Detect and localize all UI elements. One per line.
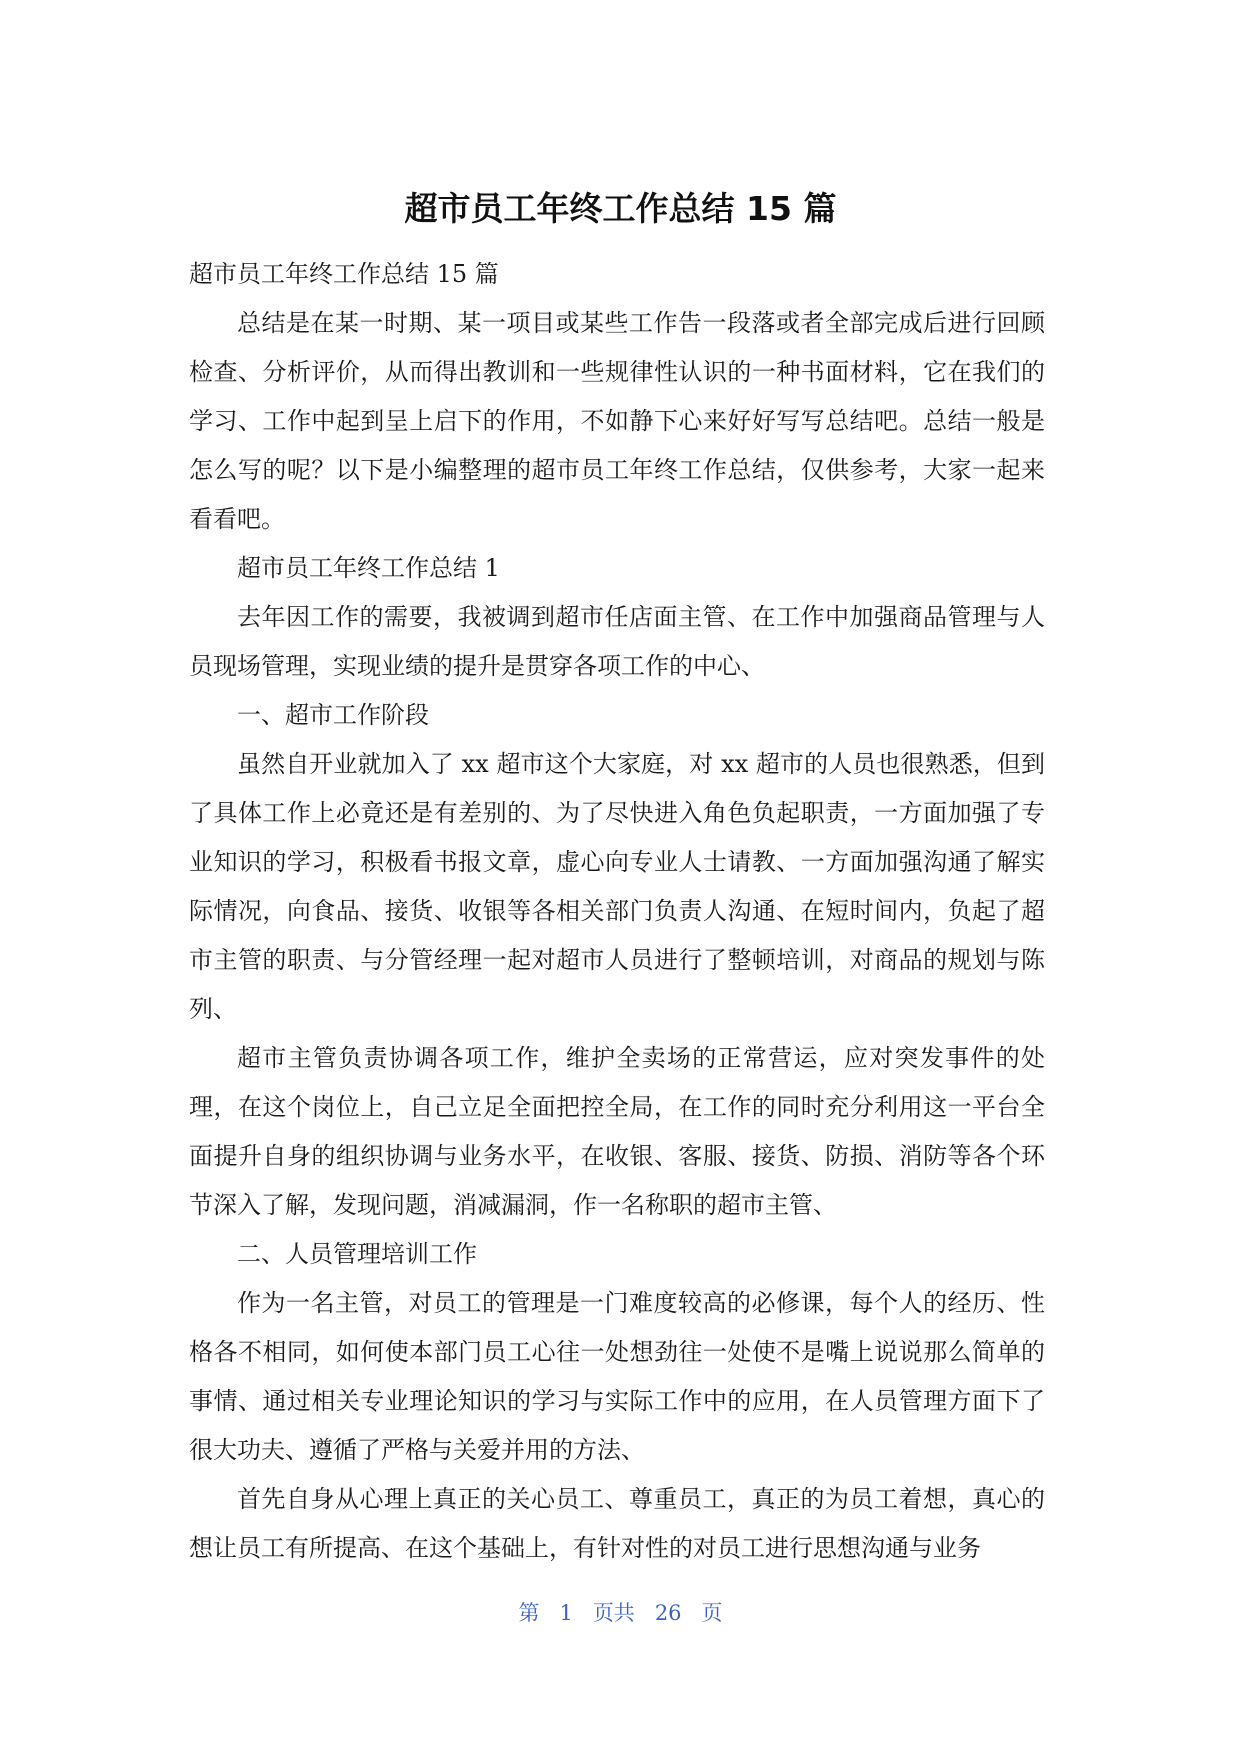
page-footer [0, 1598, 1241, 1628]
paragraph-intro: 总结是在某一时期、某一项目或某些工作告一段落或者全部完成后进行回顾检查、分析评价，从而得出教训和一些规律性认识的一种书面材料，它在我们的学习、工作中起到呈上启下的作用，不如静下心来好好写写总结吧。总结一般是怎么写的呢？以下是小编整理的超市员工年终工作总结，仅供参考，大家一起来看看吧。 [189, 309, 1045, 533]
footer-page-number: 1 [559, 1601, 573, 1625]
section-heading-stage: 一、超市工作阶段 [237, 701, 429, 729]
document-title: 超市员工年终工作总结 15 篇 [404, 189, 837, 228]
paragraph: 首先自身从心理上真正的关心员工、尊重员工，真正的为员工着想，真心的想让员工有所提高、在这个基础上，有针对性的对员工进行思想沟通与业务 [189, 1485, 1045, 1562]
section-heading-summary-1: 超市员工年终工作总结 1 [237, 554, 500, 582]
footer-suffix: 页 [701, 1601, 723, 1625]
paragraph: 虽然自开业就加入了 xx 超市这个大家庭，对 xx 超市的人员也很熟悉，但到了具体工作上必竟还是有差别的、为了尽快进入角色负起职责，一方面加强了专业知识的学习，积极看书报文章，虚心向专业人士请教、一方面加强沟通了解实际情况，向食品、接货、收银等各相关部门负责人沟通、在短时间内，负起了超市主管的职责、与分管经理一起对超市人员进行了整顿培训，对商品的规划与陈列、 [189, 750, 1045, 1023]
paragraph: 作为一名主管，对员工的管理是一门难度较高的必修课，每个人的经历、性格各不相同，如何使本部门员工心往一处想劲往一处使不是嘴上说说那么简单的事情、通过相关专业理论知识的学习与实际工作中的应用，在人员管理方面下了很大功夫、遵循了严格与关爱并用的方法、 [189, 1289, 1045, 1464]
section-heading-staff-management: 二、人员管理培训工作 [237, 1240, 477, 1268]
paragraph: 去年因工作的需要，我被调到超市任店面主管、在工作中加强商品管理与人员现场管理，实现业绩的提升是贯穿各项工作的中心、 [189, 603, 1045, 680]
paragraph-subtitle: 超市员工年终工作总结 15 篇 [189, 260, 499, 288]
footer-middle: 页共 [592, 1601, 635, 1625]
footer-total-pages: 26 [654, 1601, 682, 1625]
document-body [189, 250, 1045, 1573]
paragraph: 超市主管负责协调各项工作，维护全卖场的正常营运，应对突发事件的处理，在这个岗位上，自己立足全面把控全局，在工作的同时充分利用这一平台全面提升自身的组织协调与业务水平，在收银、客服、接货、防损、消防等各个环节深入了解，发现问题，消减漏洞，作一名称职的超市主管、 [189, 1044, 1045, 1219]
footer-prefix: 第 [518, 1601, 540, 1625]
